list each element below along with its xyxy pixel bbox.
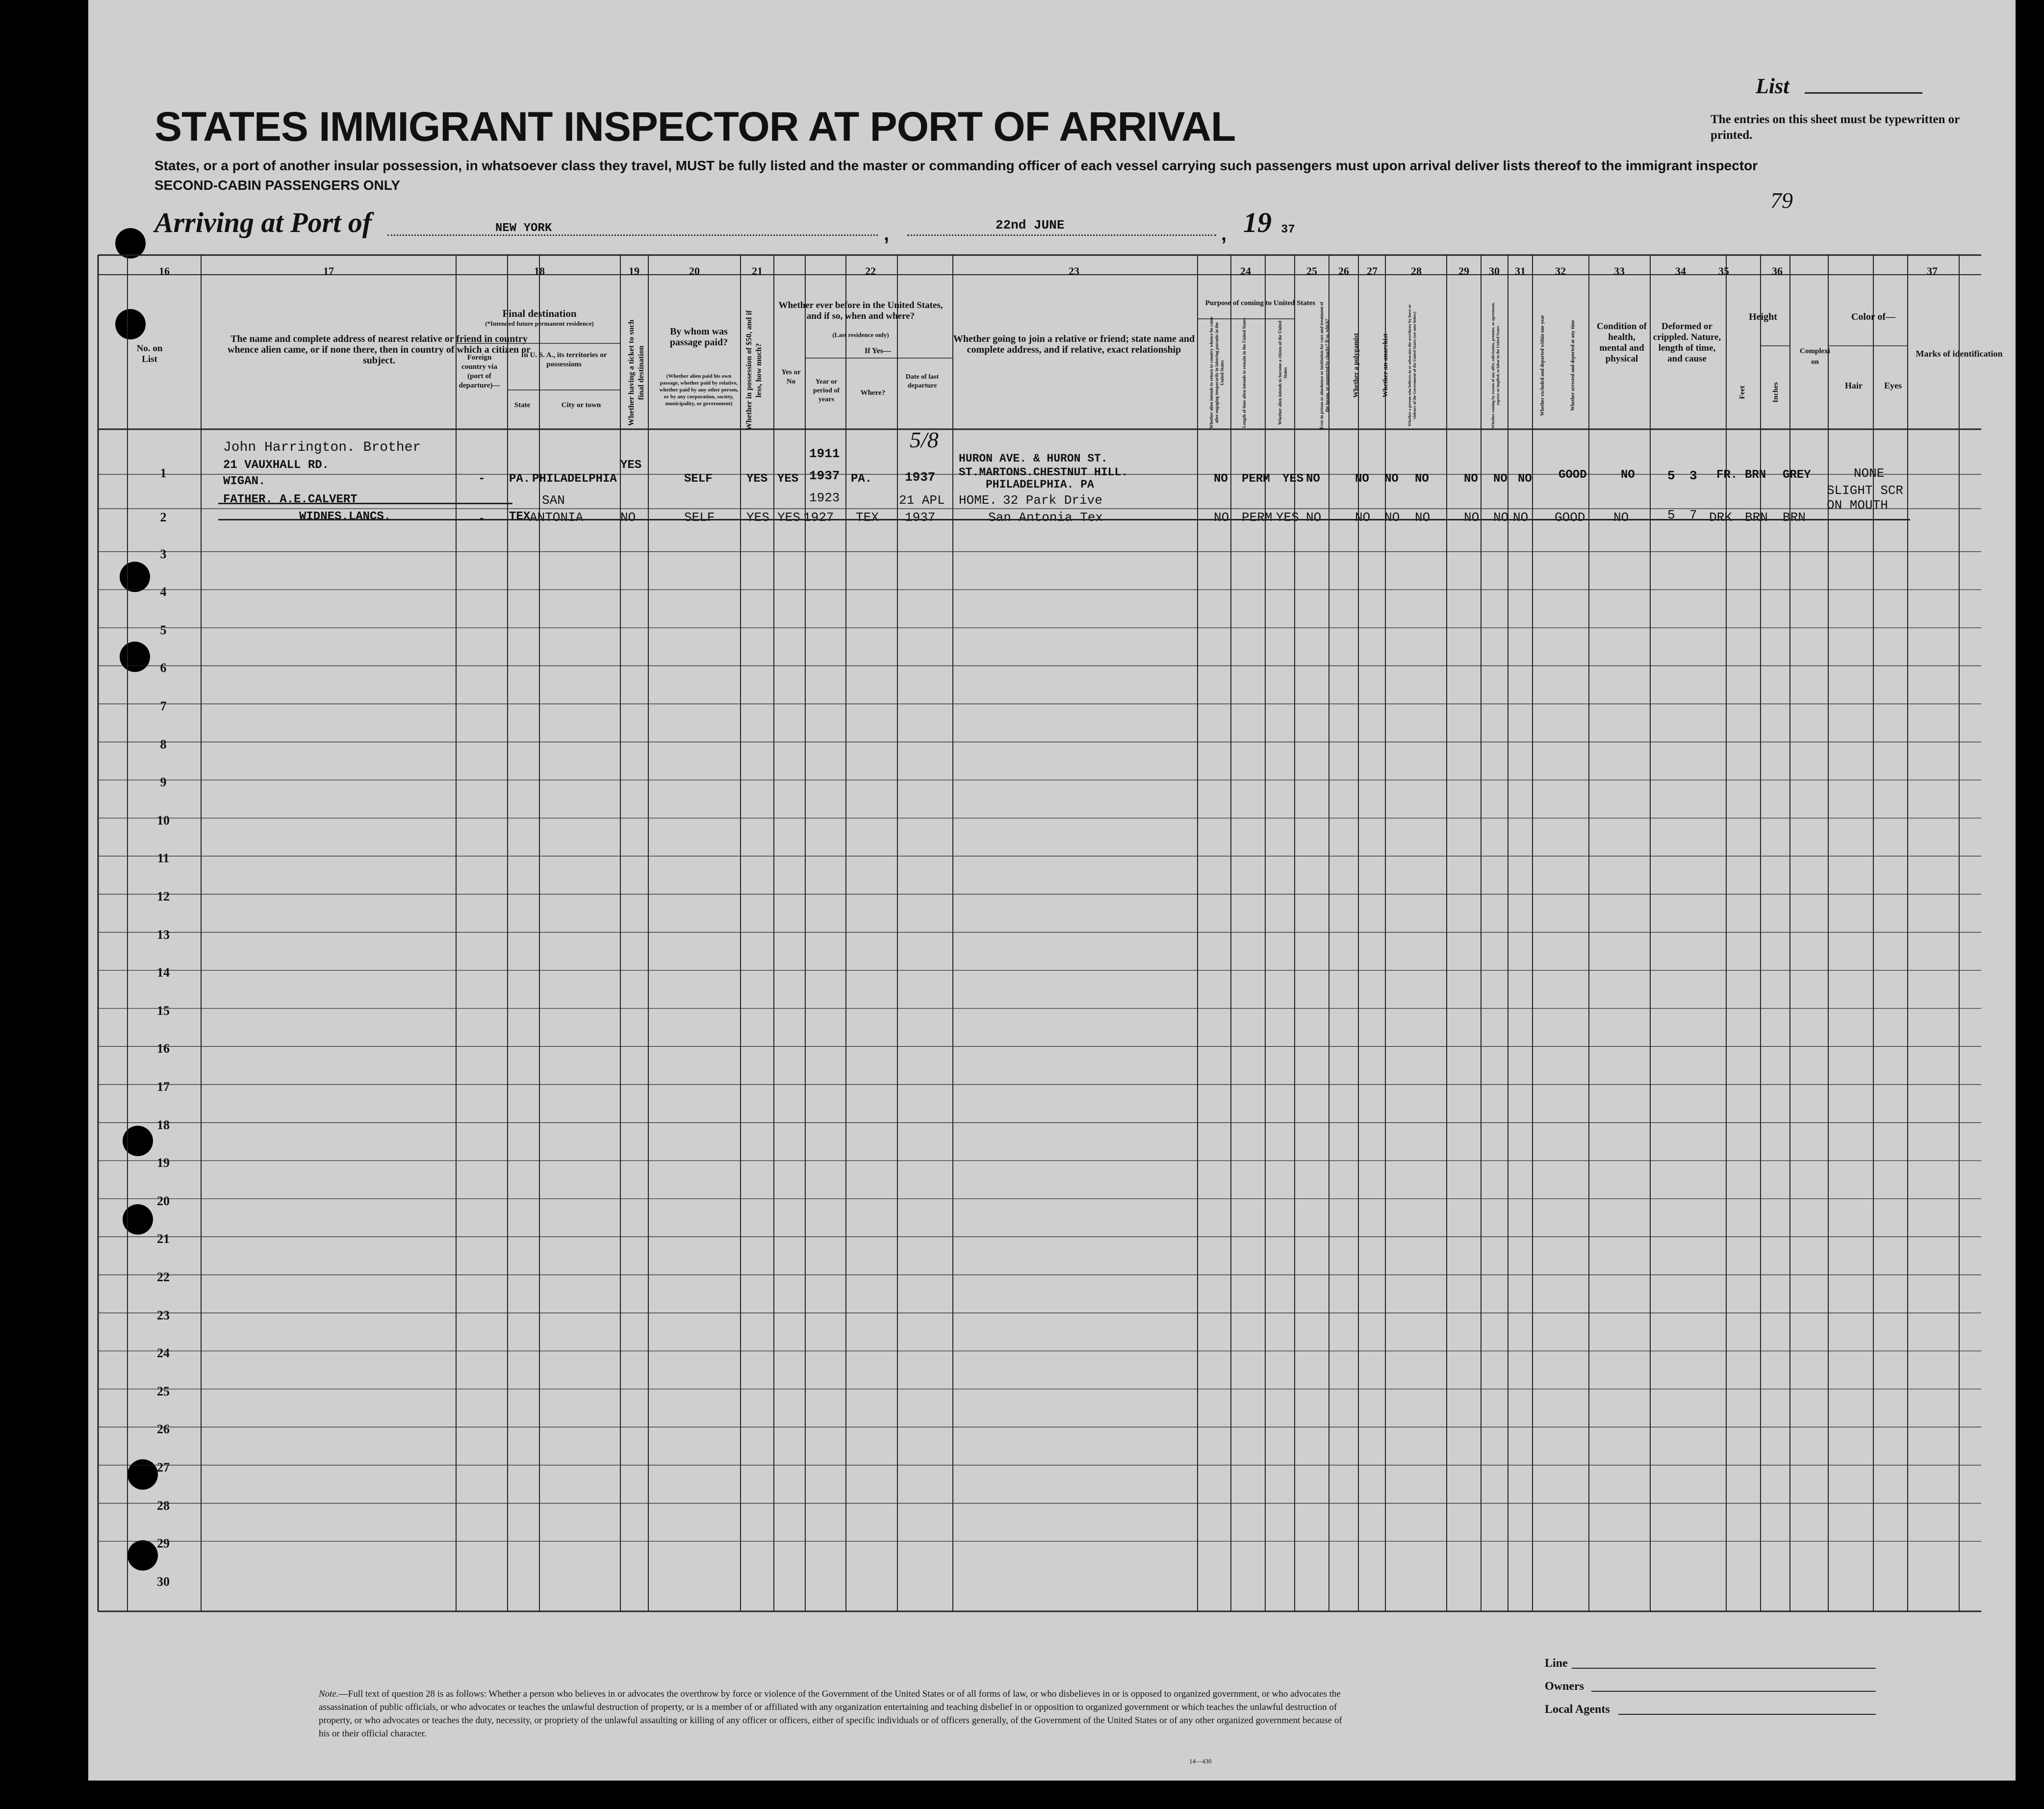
foreign-country: - [478, 513, 485, 526]
city: ANTONIA [530, 510, 584, 525]
departure-date: 21 APL [899, 493, 945, 508]
state: TEX [509, 510, 531, 523]
join-relative-header: Whether going to join a relative or friend; state name and complete address, and if relative, exact relationship [953, 334, 1195, 355]
form-number: 14—430 [1189, 1757, 1212, 1765]
row-number: 28 [157, 1499, 170, 1513]
answer-31: NO [1513, 510, 1529, 525]
join-address: ST.MARTONS.CHESTNUT HILL. [959, 466, 1128, 479]
answer-28: NO [1415, 472, 1429, 486]
purpose-length-header: Length of time alien intends to remain in the United States [1242, 317, 1247, 428]
answer-30: NO [1493, 510, 1509, 525]
punch-hole [48, 559, 78, 590]
deformed: NO [1621, 468, 1635, 482]
punch-hole [48, 640, 78, 671]
column-number: 18 [534, 265, 545, 277]
row-number: 4 [160, 585, 167, 599]
purpose-return-header: Whether alien intends to return to country whence he came after engaging temporarily in laboring pursuits in the United States [1209, 317, 1225, 429]
money: YES [746, 472, 768, 486]
row-number: 24 [157, 1346, 170, 1360]
money-header: Whether in possession of $50, and if less, how much? [745, 310, 763, 431]
if-yes-header: If Yes— [864, 347, 892, 355]
punch-hole [42, 304, 72, 335]
departure-date: 1937 [905, 510, 936, 525]
final-destination-header: Final destination [502, 308, 577, 319]
complexion: FR. [1716, 468, 1738, 482]
complexion: DRK [1709, 510, 1732, 525]
typewritten-instruction: The entries on this sheet must be typewritten or printed. [1711, 113, 1960, 142]
row-number: 7 [160, 699, 167, 713]
ticket: NO [620, 510, 636, 525]
page-number: 79 [1770, 188, 1793, 213]
answer-27: NO [1384, 472, 1399, 486]
row-number: 13 [157, 928, 170, 942]
eye-color: GREY [1783, 468, 1811, 482]
overthrow-header: Whether a person who believes in or advocates the overthrow by force or violence of the Government of the United States (see note below) [1407, 304, 1417, 427]
comma: , [884, 223, 890, 245]
purpose-citizen-header: Whether alien intends to become a citizen of the United States [1278, 320, 1288, 425]
column-number: 24 [1240, 265, 1251, 277]
labor-offer-header: Whether coming by reason of any offer, solicitation, promise, or agreement, express or implied, to labor in the United States [1491, 302, 1500, 429]
ticket-header: Whether having a ticket to such final destination [627, 319, 645, 426]
height-feet: 5 [1667, 508, 1675, 522]
row-number: 26 [157, 1422, 170, 1436]
row-number: 6 [160, 661, 167, 675]
city-header: City or town [561, 401, 601, 409]
visit-where: TEX [856, 510, 879, 525]
relative-address: 21 VAUXHALL RD. [223, 459, 330, 472]
answer-27: NO [1384, 510, 1400, 525]
punch-hole [45, 1126, 76, 1156]
punch-hole [48, 1540, 78, 1571]
date-value: 22nd JUNE [996, 218, 1065, 233]
row-number: 1 [160, 466, 167, 480]
visit-year: 1937 [809, 468, 840, 483]
relative-town: WIGAN. [223, 475, 266, 488]
row-number: 27 [157, 1460, 170, 1474]
column-number: 28 [1411, 265, 1422, 277]
hair-color: BRN [1745, 510, 1768, 525]
year-prefix: 19 [1243, 207, 1272, 238]
column-number: 26 [1338, 265, 1349, 277]
answer-25: NO [1306, 472, 1320, 486]
answer-26: NO [1355, 510, 1371, 525]
purpose-citizen: YES [1276, 510, 1299, 525]
height-inches: 7 [1689, 508, 1697, 522]
column-number: 29 [1458, 265, 1469, 277]
previous-visit-header: Whether ever before in the United States, and if so, when and where? [778, 300, 943, 321]
eye-color: BRN [1783, 510, 1806, 525]
yes-no-header: Yes or No [781, 368, 801, 386]
deformed: NO [1613, 510, 1629, 525]
column-number: 20 [689, 265, 700, 277]
city: PHILADELPHIA [532, 472, 617, 486]
owners-blank [1591, 1691, 1876, 1692]
join-address: PHILADELPHIA. PA [986, 478, 1094, 491]
complexion-header: Complexion [1800, 347, 1830, 366]
relative-address: WIDNES.LANCS. [299, 510, 391, 523]
owners-label: Owners [1545, 1680, 1584, 1693]
final-destination-note: (*Intended future permanent residence) [485, 320, 594, 327]
row-number: 11 [157, 851, 170, 865]
port-value: NEW YORK [495, 222, 552, 235]
purpose-length: PERM [1242, 472, 1270, 486]
form-subtitle: States, or a port of another insular possession, in whatsoever class they travel, MUST be fully listed and the master or commanding officer of each vessel carrying such passengers must upon arrival deliver lists thereof to the immigrant inspector [154, 158, 1758, 173]
row-number: 16 [157, 1041, 170, 1056]
foreign-country-header: Foreign country via (port of departure)— [459, 354, 500, 389]
row-number: 21 [157, 1232, 170, 1246]
paid-by: SELF [684, 472, 713, 486]
ticket: YES [620, 459, 642, 472]
punch-hole [48, 1459, 78, 1490]
identification-marks: SLIGHT SCR ON MOUTH [1827, 483, 1904, 513]
list-label: List [1756, 74, 1789, 98]
row-number: 8 [160, 737, 167, 751]
no-on-list-header: No. on List [136, 343, 163, 364]
handwritten-annotation: 5/8 [910, 427, 939, 452]
marks-header: Marks of identification [1916, 349, 2003, 359]
answer-25: NO [1306, 510, 1322, 525]
excluded-header: Whether excluded and deported within one year [1540, 315, 1545, 416]
hair-header: Hair [1845, 381, 1863, 390]
nearest-relative-header: The name and complete address of nearest relative or friend in country whence alien came, or if none there, then in country of which a citizen or subject. [227, 334, 531, 366]
visit-year: 1911 [809, 446, 840, 461]
row-number: 3 [160, 547, 167, 561]
row-number: 10 [157, 813, 170, 827]
join-address: 32 Park Drive [1003, 493, 1102, 508]
column-number: 25 [1306, 265, 1317, 277]
previous-visit: YES [777, 472, 799, 486]
where-header: Where? [860, 389, 886, 397]
purpose-return: NO [1214, 510, 1229, 525]
column-number: 32 [1555, 265, 1566, 277]
state: PA. [509, 472, 531, 486]
year-header: Year or period of years [813, 378, 840, 403]
row-number: 20 [157, 1194, 170, 1208]
visit-where: PA. [851, 472, 872, 486]
column-number: 36 [1772, 265, 1783, 277]
answer-29: NO [1464, 510, 1480, 525]
arriving-label: Arriving at Port of [154, 207, 372, 238]
eyes-header: Eyes [1884, 381, 1902, 390]
row-number: 15 [157, 1004, 170, 1018]
deported-header: Whether arrested and deported at any time [1570, 320, 1576, 411]
agents-blank [1618, 1714, 1876, 1715]
column-number: 23 [1069, 265, 1079, 277]
polygamist-header: Whether a polygamist [1353, 333, 1360, 398]
column-number: 19 [629, 265, 639, 277]
row-number: 2 [160, 510, 167, 524]
answer-29: NO [1464, 472, 1478, 486]
visit-year: 1923 [809, 491, 840, 505]
row-number: 30 [157, 1575, 170, 1589]
row-number: 14 [157, 965, 170, 980]
row-number: 19 [157, 1156, 170, 1170]
passenger-class: SECOND-CABIN PASSENGERS ONLY [154, 178, 400, 193]
height-inches: 3 [1689, 468, 1697, 483]
column-number: 33 [1614, 265, 1625, 277]
money: YES [746, 510, 769, 525]
answer-30: NO [1493, 472, 1507, 486]
color-header: Color of— [1851, 311, 1896, 322]
foreign-country: - [478, 472, 485, 486]
relative-name: FATHER. A.E.CALVERT [223, 493, 358, 506]
departure-date-header: Date of last departure [905, 373, 939, 389]
row-number: 25 [157, 1384, 170, 1398]
anarchist-header: Whether an anarchist [1382, 333, 1389, 398]
previous-visit: YES [777, 510, 800, 525]
state-header: State [514, 401, 531, 409]
height-header: Height [1749, 311, 1777, 322]
column-number: 35 [1718, 265, 1729, 277]
punch-hole [42, 223, 72, 254]
column-number: 34 [1675, 265, 1686, 277]
manifest-sheet [88, 0, 2016, 1781]
column-number: 22 [865, 265, 876, 277]
identification-marks: NONE [1854, 466, 1885, 481]
column-number: 21 [752, 265, 763, 277]
visit-year: 1927 [803, 510, 834, 525]
row-number: 22 [157, 1270, 170, 1284]
strike-line [218, 503, 512, 504]
join-address: HOME. [959, 493, 997, 508]
health-header: Condition of health, mental and physical [1597, 321, 1647, 364]
row-number: 29 [157, 1536, 170, 1551]
prison-header: Ever in prison or almshouse or institution for care and treatment of the insane, or supported by charity? If so, which? [1319, 302, 1329, 429]
row-number: 17 [157, 1080, 170, 1094]
health: GOOD [1559, 468, 1587, 482]
form-title: STATES IMMIGRANT INSPECTOR AT PORT OF ARRIVAL [154, 103, 1236, 150]
column-number: 16 [159, 265, 170, 277]
column-number: 37 [1927, 265, 1938, 277]
join-address: HURON AVE. & HURON ST. [959, 452, 1108, 465]
purpose-length: PERM [1242, 510, 1273, 525]
answer-26: NO [1355, 472, 1369, 486]
note-label: Note. [319, 1689, 339, 1699]
usa-header: In U. S. A., its territories or possessions [521, 351, 607, 368]
paid-by: SELF [684, 510, 715, 525]
purpose-header: Purpose of coming to United States [1205, 299, 1316, 307]
relative-name: John Harrington. Brother [223, 440, 421, 455]
passage-paid-note: (Whether alien paid his own passage, whether paid by relative, whether paid by any other person, or by any corporation, society, municipality, or government) [659, 373, 739, 407]
passage-paid-header: By whom was passage paid? [669, 326, 728, 348]
hair-color: BRN [1745, 468, 1766, 482]
punch-hole [45, 1204, 76, 1235]
line-label: Line [1545, 1657, 1568, 1670]
agents-label: Local Agents [1545, 1703, 1610, 1716]
line-blank [1572, 1668, 1876, 1669]
row-number: 23 [157, 1308, 170, 1322]
footnote [319, 1687, 1344, 1740]
row-number: 18 [157, 1118, 170, 1132]
column-number: 30 [1489, 265, 1500, 277]
note-text: —Full text of question 28 is as follows: Whether a person who believes in or advocates the overthrow by force or violence of the Government of the United States or of all forms of law, or who disbelieves in or is opposed to organized government, or who advocates the assassination of public officials, or who advocates or teaches the unlawful destruction of property, or is a member of or affiliated with any organization entertaining and teaching disbelief in or opposition to organized government or which teaches the unlawful destruction of property, or who advocates or teaches the duty, necessity, or propriety of the unlawful assaulting or killing of any officer or officers, either of specific individuals or of officers generally, of the Government of the United States or of any other organized government because of his or their official character. [319, 1689, 1342, 1739]
deformed-header: Deformed or crippled. Nature, length of time, and cause [1653, 321, 1721, 364]
strike-line [218, 519, 1910, 520]
health: GOOD [1555, 510, 1585, 525]
purpose-citizen: YES [1282, 472, 1304, 486]
answer-31: NO [1518, 472, 1532, 486]
departure-date: 1937 [905, 470, 936, 485]
column-number: 27 [1367, 265, 1378, 277]
join-address: San Antonia Tex [988, 510, 1103, 525]
height-feet: 5 [1667, 468, 1675, 483]
feet-header: Feet [1738, 386, 1746, 399]
inches-header: Inches [1772, 382, 1780, 403]
purpose-return: NO [1214, 472, 1228, 486]
answer-28: NO [1415, 510, 1431, 525]
column-number: 31 [1515, 265, 1526, 277]
previous-visit-note: (Last residence only) [832, 331, 889, 338]
row-number: 12 [157, 889, 170, 904]
row-number: 9 [160, 775, 167, 789]
column-number: 17 [323, 265, 334, 277]
city: SAN [542, 493, 565, 508]
comma: , [1221, 223, 1227, 245]
year-suffix: 37 [1281, 223, 1295, 236]
row-number: 5 [160, 623, 167, 637]
